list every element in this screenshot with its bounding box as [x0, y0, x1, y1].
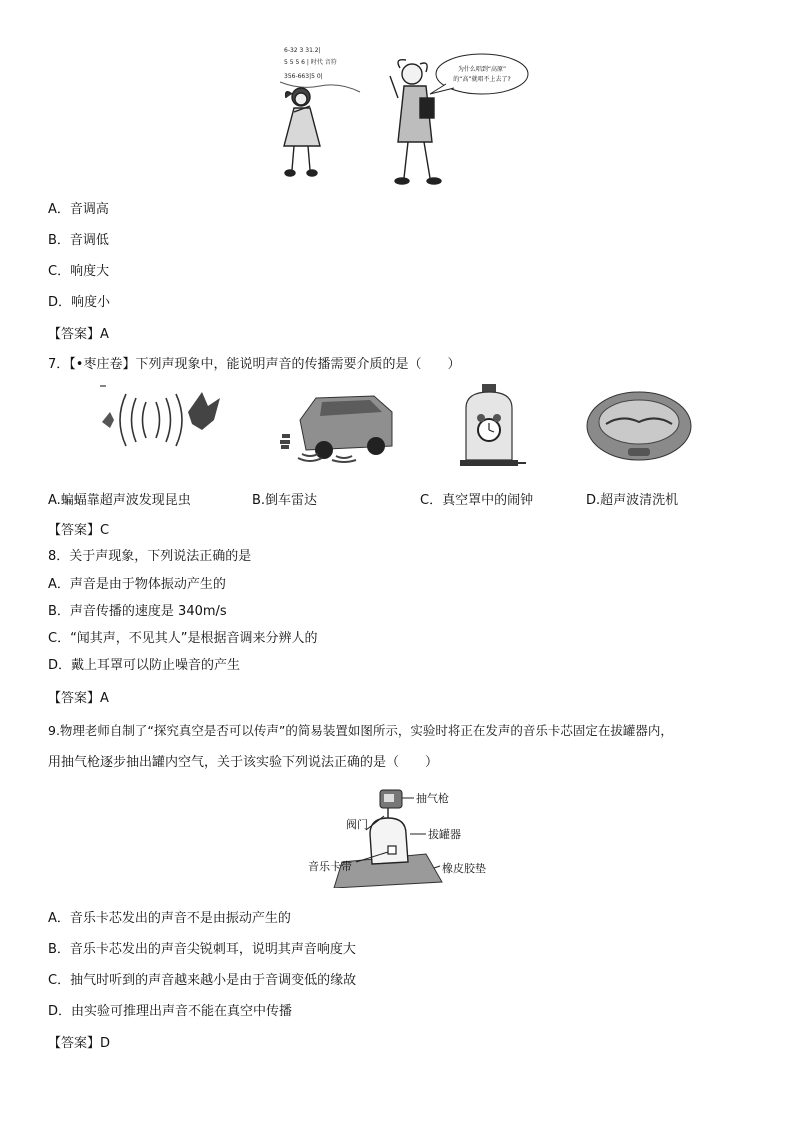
music-score	[280, 47, 360, 92]
q6-option-a: A．音调高	[48, 202, 109, 217]
q9-stem-line-2: 用抽气枪逐步抽出罐内空气，关于该实验下列说法正确的是（ ）	[48, 755, 439, 770]
label-pump: 抽气枪	[416, 792, 449, 805]
q9-option-c: C．抽气时听到的声音越来越小是由于音调变低的缘故	[48, 973, 357, 988]
q8-stem: 8．关于声现象，下列说法正确的是	[48, 549, 252, 564]
q7-bell-jar-alarm-image	[452, 382, 526, 474]
score-line-1: 6-32 3 31.2|	[284, 47, 321, 54]
q6-option-b: B．音调低	[48, 233, 109, 248]
q9-option-a: A．音乐卡芯发出的声音不是由振动产生的	[48, 911, 291, 926]
q9-apparatus-figure	[306, 786, 492, 888]
q7-car-radar-image	[276, 390, 396, 464]
q7-stem: 7．【•枣庄卷】下列声现象中，能说明声音的传播需要介质的是（ ）	[48, 357, 461, 372]
score-line-2: 5 5 5 6 | 时代 音符	[284, 59, 337, 66]
q7-option-a: A.蝙蝠靠超声波发现昆虫	[48, 493, 191, 508]
q8-option-d: D．戴上耳罩可以防止噪音的产生	[48, 658, 241, 673]
q9-option-d: D．由实验可推理出声音不能在真空中传播	[48, 1004, 293, 1019]
q6-option-d: D．响度小	[48, 295, 111, 310]
q7-ultrasonic-cleaner-image	[584, 386, 694, 466]
q8-option-b: B．声音传播的速度是 340m/s	[48, 604, 227, 619]
speech-bubble	[430, 54, 528, 94]
q8-option-a: A．声音是由于物体振动产生的	[48, 577, 226, 592]
q9-option-b: B．音乐卡芯发出的声音尖锐刺耳，说明其声音响度大	[48, 942, 356, 957]
q7-option-d: D.超声波清洗机	[586, 493, 679, 508]
bubble-text-1: 为什么唱到“高原”	[457, 66, 507, 73]
cupping-jar	[370, 818, 408, 864]
q7-option-c: C．真空罩中的闹钟	[420, 493, 534, 508]
q7-option-b: B.倒车雷达	[252, 493, 318, 508]
q9-answer: 【答案】D	[48, 1036, 111, 1051]
q6-option-c: C．响度大	[48, 264, 110, 279]
q9-stem-line-1: 9.物理老师自制了“探究真空是否可以传声”的简易装置如图所示，实验时将正在发声的音乐卡芯固定在拔罐器内，	[48, 723, 673, 738]
score-line-3: 356-663|5 0|	[284, 73, 323, 80]
label-pad: 橡皮胶垫	[442, 862, 486, 875]
label-cup: 拔罐器	[428, 828, 461, 841]
q8-option-c: C．“闻其声，不见其人”是根据音调来分辨人的	[48, 631, 318, 646]
q7-answer: 【答案】C	[48, 523, 110, 538]
q6-illustration	[270, 42, 540, 187]
label-valve: 阀门	[346, 818, 368, 831]
q6-answer: 【答案】A	[48, 327, 109, 342]
q7-bat-image	[96, 382, 226, 454]
bubble-text-2: 的“高”就唱不上去了?	[453, 76, 511, 83]
label-card: 音乐卡带	[308, 860, 352, 873]
q8-answer: 【答案】A	[48, 691, 109, 706]
singing-girl-figure	[284, 88, 320, 176]
old-man-figure	[390, 60, 441, 184]
